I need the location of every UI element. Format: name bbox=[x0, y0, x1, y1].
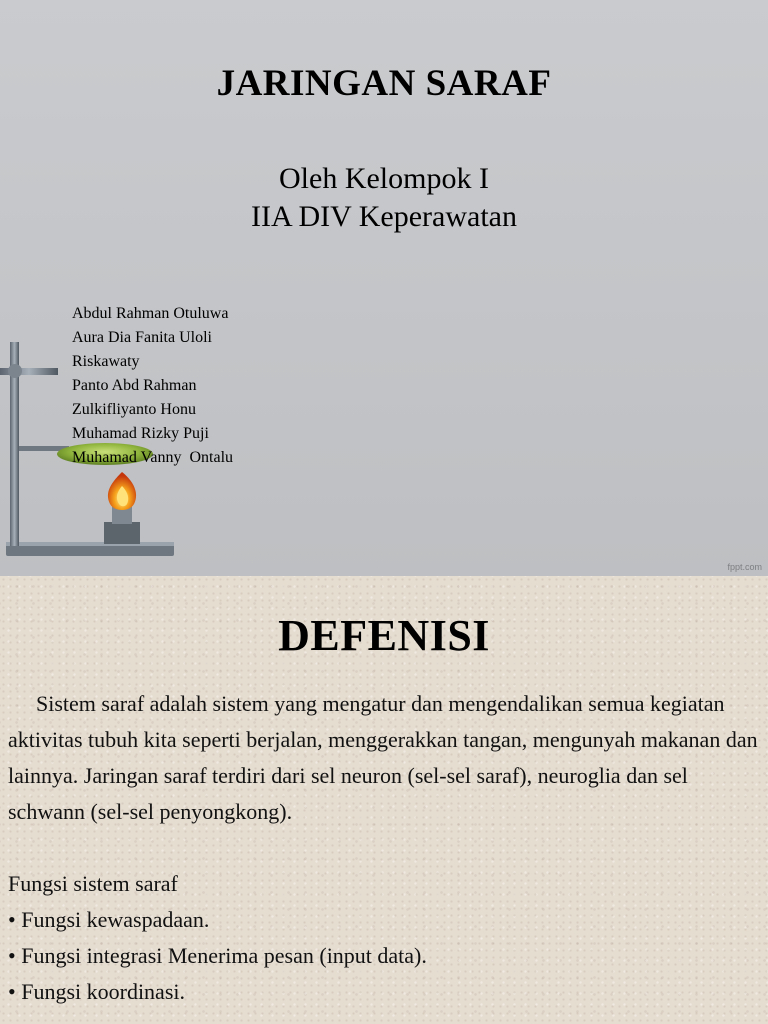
member-item: Zulkifliyanto Honu bbox=[72, 401, 196, 418]
slide-subtitle bbox=[0, 160, 768, 236]
member-item: Muhamad Vanny Ontalu bbox=[72, 449, 234, 466]
subtitle-class: IIA DIV Keperawatan bbox=[250, 200, 517, 233]
definition-paragraph: Sistem saraf adalah sistem yang mengatur dan mengendalikan semua kegiatan aktivitas tubuh kita seperti berjalan, menggerakkan tangan, mengunyah makanan dan lainnya. Jaringan saraf terdiri dari sel neuron (sel-sel saraf), neuroglia dan sel schwann (sel-sel penyongkong). bbox=[8, 691, 758, 824]
member-item: Riskawaty bbox=[72, 353, 140, 370]
member-item: Aura Dia Fanita Uloli bbox=[72, 329, 212, 346]
member-list bbox=[72, 302, 233, 470]
definition-slide bbox=[0, 576, 768, 1024]
function-item: • Fungsi koordinasi. bbox=[8, 974, 760, 1010]
functions-list bbox=[8, 902, 760, 1010]
member-item: Abdul Rahman Otuluwa bbox=[72, 305, 229, 322]
function-item: • Fungsi integrasi Menerima pesan (input data). bbox=[8, 938, 760, 974]
functions-title: Fungsi sistem saraf bbox=[8, 871, 178, 896]
subtitle-group: Oleh Kelompok I bbox=[279, 162, 489, 195]
slide-heading: DEFENISI bbox=[278, 611, 490, 660]
slide-title: JARINGAN SARAF bbox=[216, 63, 552, 104]
slide-body bbox=[8, 686, 760, 1010]
member-item: Panto Abd Rahman bbox=[72, 377, 197, 394]
function-item: • Fungsi kewaspadaan. bbox=[8, 902, 760, 938]
watermark: fppt.com bbox=[727, 562, 762, 572]
member-item: Muhamad Rizky Puji bbox=[72, 425, 209, 442]
